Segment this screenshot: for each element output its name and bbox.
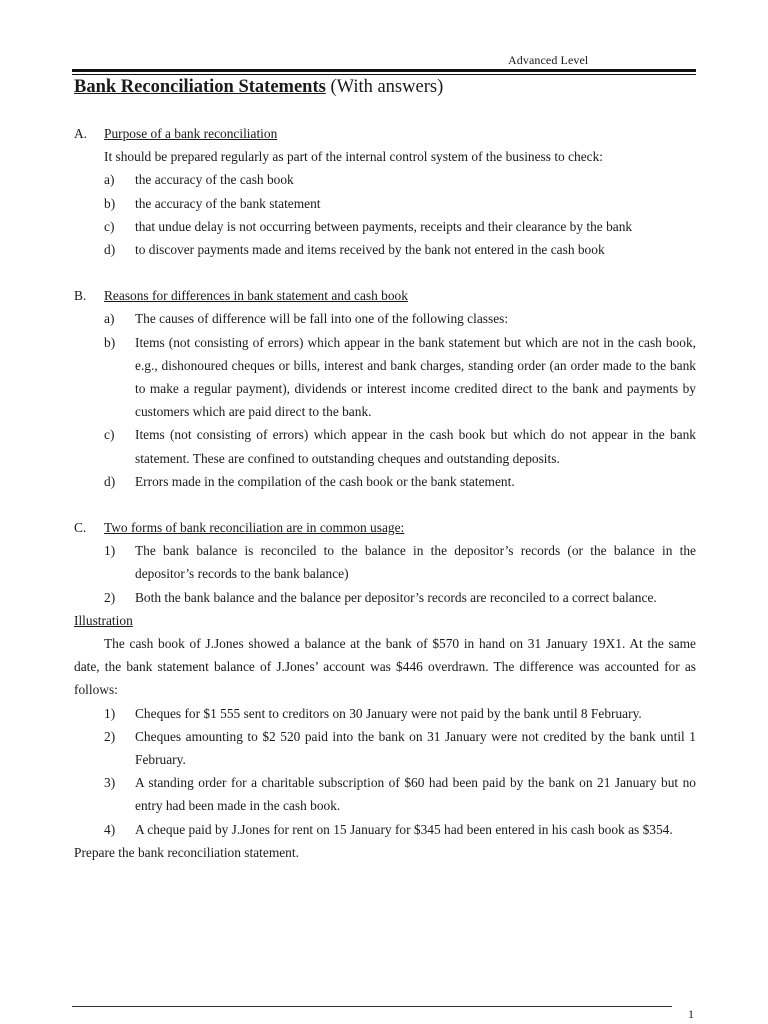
- spacer: [74, 261, 696, 284]
- section-b-title: Reasons for differences in bank statement and cash book: [104, 288, 408, 304]
- section-c-letter: C.: [74, 520, 87, 536]
- section-a-letter: A.: [74, 126, 88, 141]
- list-item-text: Items (not consisting of errors) which appear in the bank statement but which are not in the cash book, e.g., dishonoured cheques or bills, interest and bank charges, standing order (an order made to the bank to make a regular payment), dividends or interest income credited direct to the bank and payments by customers which are paid direct to the bank.: [135, 334, 696, 420]
- section-b-heading: [74, 284, 696, 307]
- spacer: [74, 493, 696, 516]
- list-item-label: a): [104, 172, 115, 188]
- list-item-text: that undue delay is not occurring between payments, receipts and their clearance by the bank: [135, 218, 633, 234]
- list-item-text: Cheques amounting to $2 520 paid into the bank on 31 January were not credited by the bank until 1 February.: [135, 728, 696, 768]
- section-b-letter: B.: [74, 288, 87, 304]
- illustration-closing: Prepare the bank reconciliation statement.: [74, 844, 299, 860]
- list-item: [104, 702, 696, 725]
- list-item-text: the accuracy of the bank statement: [135, 195, 321, 211]
- list-item: [104, 238, 696, 261]
- list-item-label: a): [104, 311, 115, 327]
- list-item-label: 2): [104, 589, 116, 605]
- page-number: 1: [688, 1007, 694, 1021]
- list-item-text: The causes of difference will be fall into one of the following classes:: [135, 311, 509, 327]
- section-a-title: Purpose of a bank reconciliation: [104, 126, 278, 141]
- list-item-label: 1): [104, 543, 116, 559]
- list-item-text: Both the bank balance and the balance per depositor’s records are reconciled to a correct balance.: [135, 589, 657, 605]
- list-item: [104, 331, 696, 424]
- page-title: [74, 77, 443, 98]
- header-rule-thick: [72, 69, 696, 72]
- list-item-label: c): [104, 218, 115, 234]
- list-item: [104, 470, 696, 493]
- header-rule-thin: [72, 74, 696, 75]
- list-item-label: 3): [104, 775, 116, 791]
- document-body: [74, 122, 696, 864]
- list-item-text: A standing order for a charitable subscription of $60 had been paid by the bank on 21 January but no entry had been made in the cash book.: [135, 775, 696, 814]
- list-item-text: the accuracy of the cash book: [135, 172, 294, 188]
- footer-rule: [72, 1006, 672, 1007]
- list-item-text: The bank balance is reconciled to the balance in the depositor’s records (or the balance in the depositor’s records to the bank balance): [135, 543, 696, 582]
- list-item-label: b): [104, 334, 116, 350]
- list-item: [104, 307, 696, 330]
- header-level-label: Advanced Level: [508, 53, 589, 67]
- list-item-label: 1): [104, 705, 116, 721]
- list-item-text: Cheques for $1 555 sent to creditors on 30 January were not paid by the bank until 8 February.: [135, 705, 642, 721]
- list-item: [104, 192, 696, 215]
- list-item: [104, 586, 696, 609]
- illustration-paragraph: The cash book of J.Jones showed a balance at the bank of $570 in hand on 31 January 19X1. At the same date, the bank statement balance of J.Jones’ account was $446 overdrawn. The difference was accounted for as follows:: [74, 636, 696, 698]
- section-c-title: Two forms of bank reconciliation are in common usage:: [104, 520, 405, 536]
- list-item-text: to discover payments made and items received by the bank not entered in the cash book: [135, 242, 605, 258]
- list-item-text: Errors made in the compilation of the cash book or the bank statement.: [135, 473, 515, 489]
- title-main: Bank Reconciliation Statements: [74, 77, 326, 97]
- list-item-text: Items (not consisting of errors) which appear in the cash book but which do not appear in the bank statement. These are confined to outstanding cheques and outstanding deposits.: [135, 427, 696, 466]
- list-item: [104, 168, 696, 191]
- list-item: [104, 539, 696, 585]
- list-item-label: d): [104, 473, 116, 489]
- section-c-heading: [74, 516, 696, 539]
- list-item: [104, 771, 696, 817]
- list-item-label: b): [104, 195, 116, 211]
- list-item: [104, 215, 696, 238]
- section-a-intro: It should be prepared regularly as part of the internal control system of the business to check:: [104, 149, 604, 165]
- section-a-heading: [74, 122, 696, 145]
- list-item-label: d): [104, 242, 116, 258]
- list-item-label: c): [104, 427, 115, 443]
- list-item: [104, 725, 696, 771]
- list-item: [104, 423, 696, 469]
- illustration-heading: Illustration: [74, 612, 133, 628]
- title-suffix: (With answers): [325, 77, 444, 97]
- list-item-label: 4): [104, 821, 116, 837]
- list-item-label: 2): [104, 728, 116, 744]
- list-item-text: A cheque paid by J.Jones for rent on 15 January for $345 had been entered in his cash book as $354.: [135, 821, 673, 837]
- list-item: [104, 818, 696, 841]
